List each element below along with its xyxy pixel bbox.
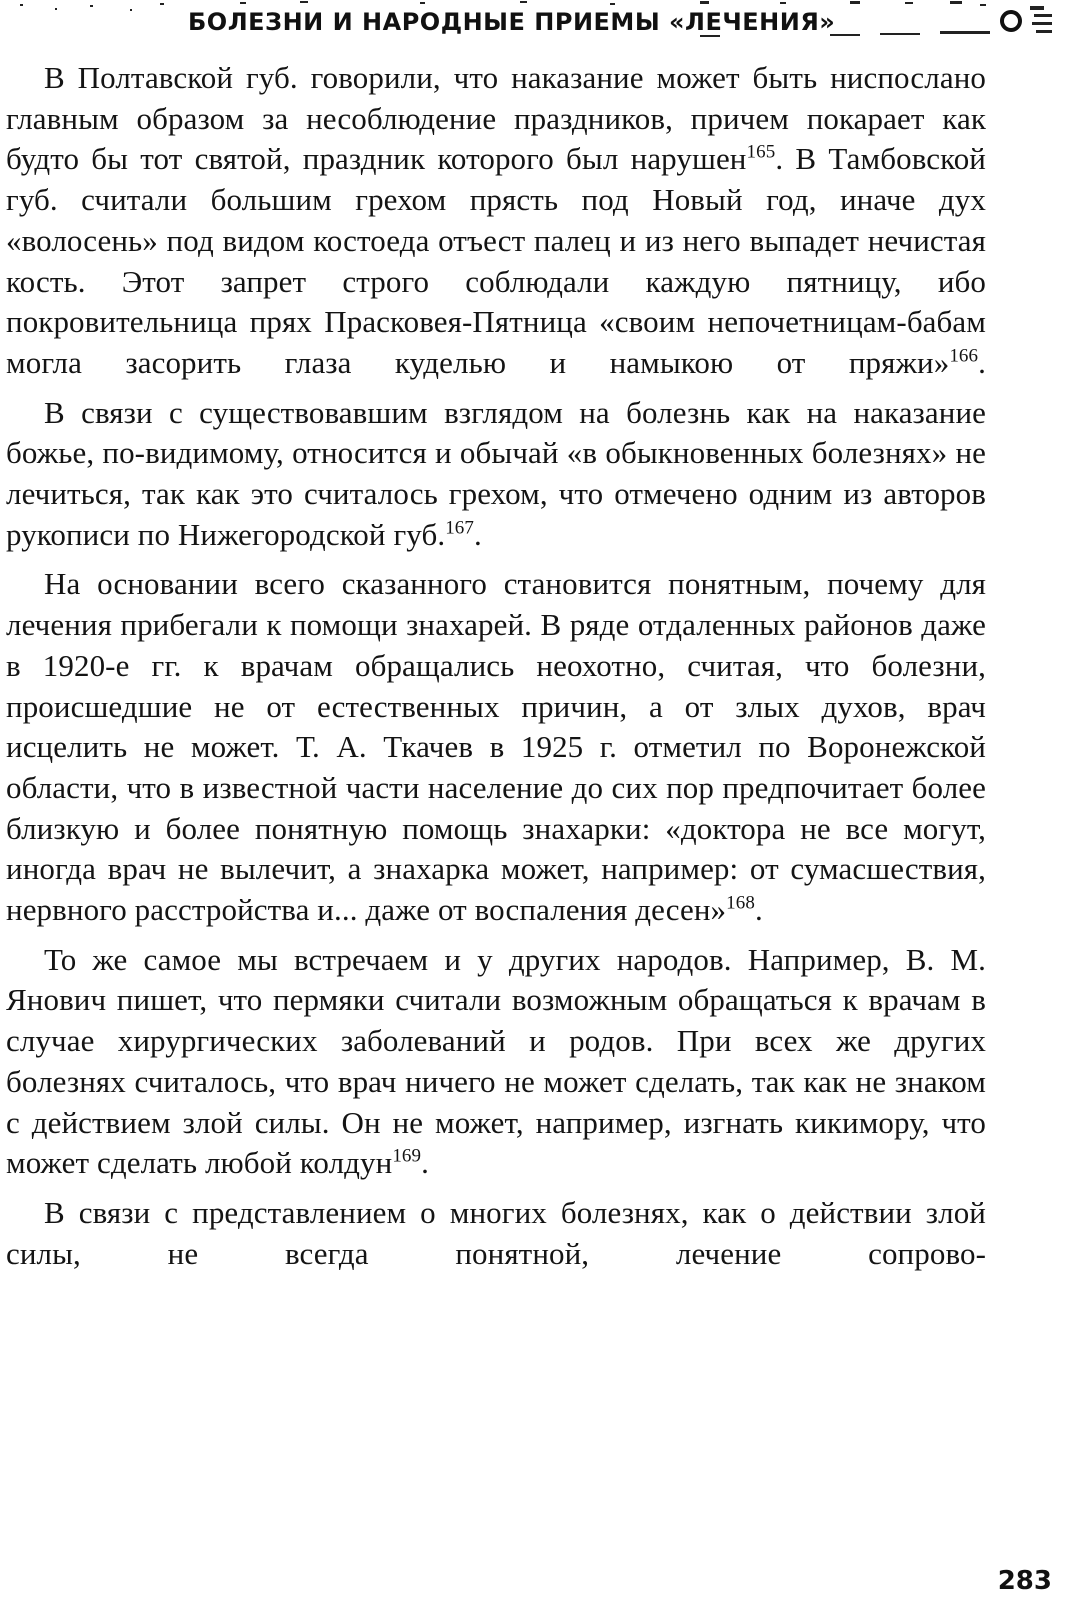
paragraph-5 [6,1193,986,1274]
paragraph-3-end: . [754,892,763,928]
footnote-ref-165: 165 [746,142,776,164]
paragraph-4-text: То же самое мы встречаем и у других народов. Например, В. М. Янович пишет, что пермяки считали возможным обращаться к врачам в случае хирургических заболеваний и родов. При всех же других болезнях считалось, что врач ничего не может сделать, так как не знаком с действием злой силы. Он не может, например, изгнать кикимору, что может сделать любой колдун [6,941,986,1181]
footnote-ref-166: 166 [949,345,979,367]
running-title: БОЛЕЗНИ И НАРОДНЫЕ ПРИЕМЫ «ЛЕЧЕНИЯ» [188,8,836,36]
footnote-ref-169: 169 [392,1145,422,1167]
footnote-ref-167: 167 [445,517,474,539]
paragraph-2 [6,393,986,556]
paragraph-5-text: В связи с представлением о многих болезнях, как о действии злой силы, не всегда понятной, лечение сопрово- [6,1194,986,1271]
paragraph-2-text: В связи с существовавшим взглядом на болезнь как на наказание божье, по-видимому, относится и обычай «в обыкновенных болезнях» не лечиться, так как это считалось грехом, что отмечено одним из авторов рукописи по Нижегородской губ. [6,394,986,552]
paragraph-4-end: . [421,1145,429,1181]
paragraph-2-end: . [474,516,482,552]
page-number: 283 [997,1566,1052,1596]
paragraph-3-text: На основании всего сказанного становится понятным, почему для лечения прибегали к помощи знахарей. В ряде отдаленных районов даже в 1920-е гг. к врачам обращались неохотно, считая, что болезни, происшедшие не от естественных причин, а от злых духов, врач исцелить не может. Т. А. Ткачев в 1925 г. отметил по Воронежской области, что в известной части население до сих пор предпочитает более близкую и более понятную помощь знахарки: «доктора не все могут, иногда врач не вылечит, а знахарка может, например: от сумасшествия, нервного расстройства и... даже от воспаления десен» [6,566,986,928]
paragraph-1-end: . [978,344,986,380]
running-header [0,0,1066,42]
footnote-ref-168: 168 [726,892,755,914]
paragraph-1 [6,58,986,384]
paragraph-1-text-cont: . В Тамбовской губ. считали большим грехом прясть под Новый год, иначе дух «волосень» под видом костоеда отъест палец и из него выпадет нечистая кость. Этот запрет строго соблюдали каждую пятницу, ибо покровительница прях Прасковея-Пятница «своим непочетницам-бабам могла засорить глаза куделью и намыкою от пряжи» [6,141,987,380]
circle-ornament-icon [1000,10,1022,32]
paragraph-3 [6,564,986,930]
paragraph-1-text: В Полтавской губ. говорили, что наказание может быть ниспослано главным образом за несоблюдение праздников, причем покарает как будто бы тот святой, праздник которого был нарушен [6,60,986,177]
page-body [6,58,986,1283]
paragraph-4 [6,940,986,1184]
